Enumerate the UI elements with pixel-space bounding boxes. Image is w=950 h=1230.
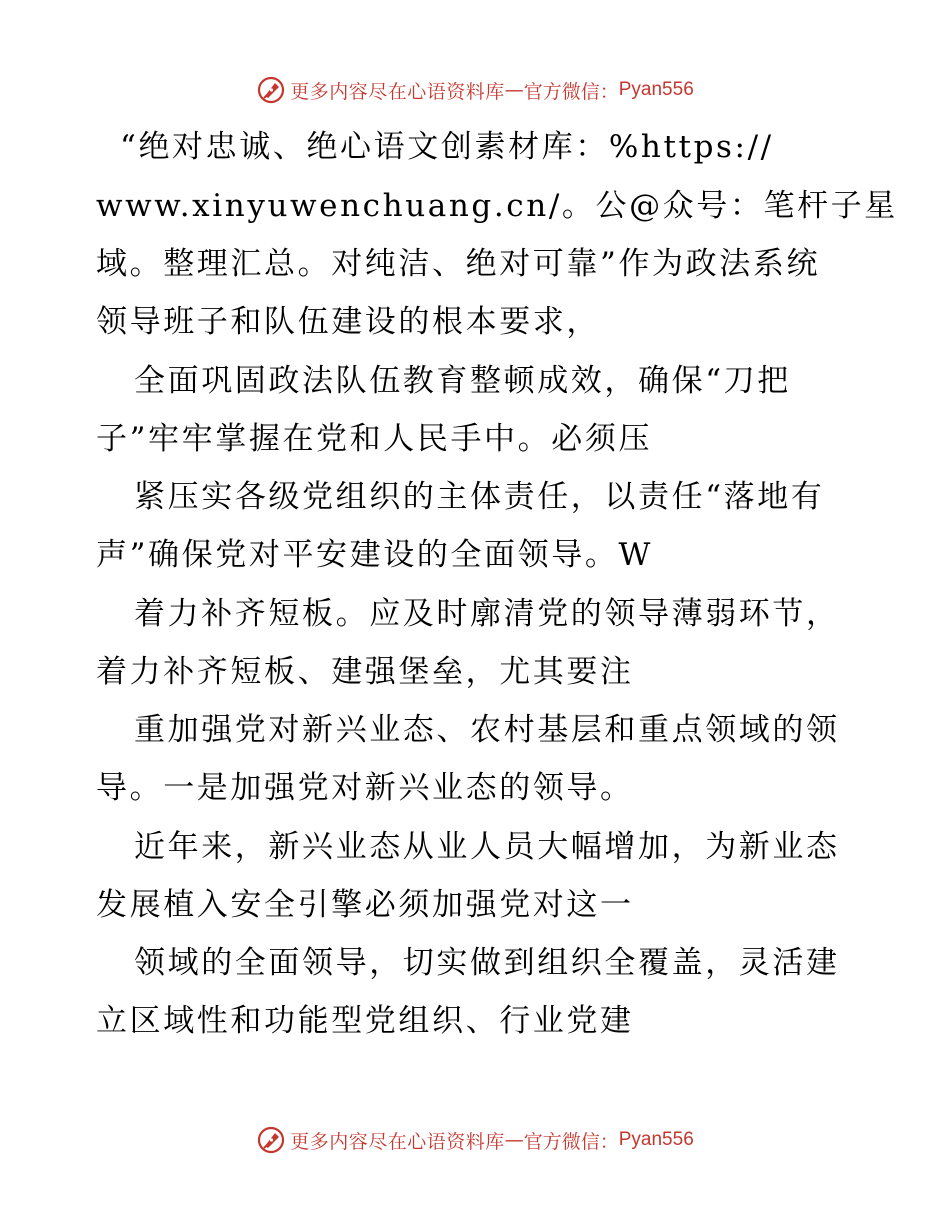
body-line-15: 领域的全面领导，切实做到组织全覆盖，灵活建 <box>134 945 840 981</box>
body-line-10: 着力补齐短板、建强堡垒，尤其要注 <box>96 654 634 690</box>
header-wechat-label: 官方微信： <box>523 80 619 103</box>
pen-nib-logo-icon <box>256 1125 286 1155</box>
footer-slogan: 更多内容尽在心语资料库 <box>290 1130 505 1153</box>
footer-wechat-label: 官方微信： <box>523 1130 619 1153</box>
body-line-13: 近年来，新兴业态从业人员大幅增加，为新业态 <box>134 829 840 865</box>
body-line-16: 立区域性和功能型党组织、行业党建 <box>96 1003 634 1039</box>
body-line-3: 域。整理汇总。对纯洁、绝对可靠”作为政法系统 <box>96 246 821 282</box>
body-line-9: 着力补齐短板。应及时廓清党的领导薄弱环节， <box>134 596 840 632</box>
footer-banner <box>0 1120 950 1160</box>
body-line-11: 重加强党对新兴业态、农村基层和重点领域的领 <box>134 712 840 748</box>
body-line-5: 全面巩固政法队伍教育整顿成效，确保“刀把 <box>134 363 791 399</box>
body-line-12: 导。一是加强党对新兴业态的领导。 <box>96 770 634 806</box>
header-banner <box>0 70 950 110</box>
footer-dash: — <box>504 1129 524 1151</box>
header-slogan: 更多内容尽在心语资料库 <box>290 80 505 103</box>
pen-nib-logo-icon <box>256 75 286 105</box>
header-wechat-id: Pyan556 <box>618 79 694 100</box>
body-line-4: 领导班子和队伍建设的根本要求， <box>96 304 600 340</box>
body-line-14: 发展植入安全引擎必须加强党对这一 <box>96 887 634 923</box>
header-dash: — <box>504 79 524 101</box>
body-line-2: www.xinyuwenchuang.cn/。公@众号：笔杆子星 <box>96 188 898 224</box>
body-line-1: “绝对忠诚、绝心语文创素材库：%https:// <box>120 129 774 165</box>
body-line-6: 子”牢牢掌握在党和人民手中。必须压 <box>96 421 653 457</box>
body-line-8: 声”确保党对平安建设的全面领导。W <box>96 537 653 573</box>
footer-wechat-id: Pyan556 <box>618 1129 694 1150</box>
body-line-7: 紧压实各级党组织的主体责任，以责任“落地有 <box>134 479 825 515</box>
